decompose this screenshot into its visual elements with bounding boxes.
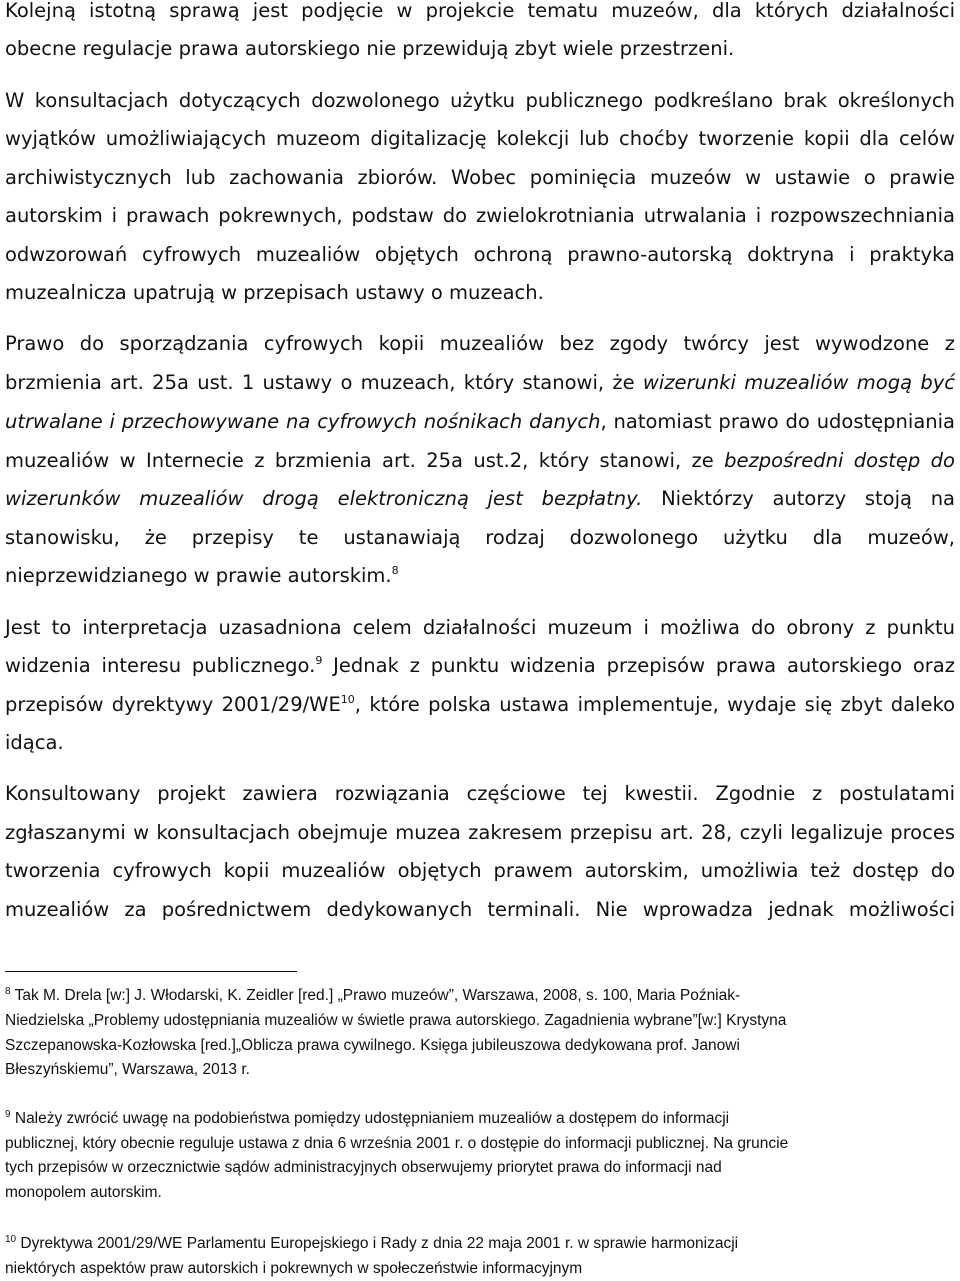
text-segment: Kolejną istotną sprawą jest podjęcie w projekcie tematu muzeów, dla których działalności bbox=[5, 0, 955, 22]
footnote-8-line-1 bbox=[5, 988, 955, 1004]
text-segment: Jest to interpretacja uzasadniona celem działalności muzeum i możliwa do obrony z punktu bbox=[5, 616, 955, 639]
text-segment: niektórych aspektów praw autorskich i pokrewnych w społeczeństwie informacyjnym bbox=[5, 1260, 583, 1277]
text-segment: stanowisku, że przepisy te ustanawiają rodzaj dozwolonego użytku dla muzeów, bbox=[5, 526, 955, 549]
text-segment: Konsultowany projekt zawiera rozwiązania częściowe tej kwestii. Zgodnie z postulatami bbox=[5, 782, 955, 805]
text-segment: Niedzielska „Problemy udostępniania muzealiów w świetle prawa autorskiego. Zagadnienia wybrane”[w:] Krystyna bbox=[5, 1012, 787, 1029]
footnote-9-line-2 bbox=[5, 1136, 955, 1152]
text-segment: przepisów dyrektywy 2001/29/WE bbox=[5, 693, 341, 716]
paragraph-4-line-3 bbox=[5, 695, 955, 715]
text-segment: Błeszyńskiemu”, Warszawa, 2013 r. bbox=[5, 1061, 250, 1078]
paragraph-3-line-2 bbox=[5, 373, 955, 393]
text-segment: muzealiów w Internecie z brzmienia art. 25a ust.2, który stanowi, ze bbox=[5, 449, 725, 472]
text-segment: widzenia interesu publicznego. bbox=[5, 654, 316, 677]
footnote-reference: 10 bbox=[5, 1234, 17, 1245]
text-segment: Niektórzy autorzy stoją na bbox=[642, 487, 956, 510]
paragraph-2-line-5 bbox=[5, 245, 955, 265]
text-segment: brzmienia art. 25a ust. 1 ustawy o muzeach, który stanowi, że bbox=[5, 371, 643, 394]
footnote-8-line-3 bbox=[5, 1038, 955, 1054]
text-segment: obecne regulacje prawa autorskiego nie przewidują zbyt wiele przestrzeni. bbox=[5, 37, 735, 60]
paragraph-3-line-3 bbox=[5, 412, 955, 432]
paragraph-4-line-2 bbox=[5, 656, 955, 676]
paragraph-5-line-1 bbox=[5, 784, 955, 804]
text-segment: wyjątków umożliwiających muzeom digitalizację kolekcji lub choćby tworzenie kopii dla celów bbox=[5, 127, 955, 150]
paragraph-4-line-4 bbox=[5, 733, 955, 753]
paragraph-2-line-3 bbox=[5, 168, 955, 188]
footnote-separator bbox=[5, 971, 297, 972]
footnote-9-line-4 bbox=[5, 1185, 955, 1201]
footnote-reference: 10 bbox=[340, 693, 355, 706]
paragraph-5-line-2 bbox=[5, 823, 955, 843]
text-segment: , natomiast prawo do udostępniania bbox=[600, 410, 955, 433]
paragraph-1-line-2 bbox=[5, 39, 955, 59]
italic-text: bezpośredni dostęp do bbox=[724, 449, 955, 472]
footnote-reference: 8 bbox=[391, 564, 399, 577]
paragraph-4-line-1 bbox=[5, 618, 955, 638]
footnote-8-line-2 bbox=[5, 1013, 955, 1029]
paragraph-3-line-5 bbox=[5, 489, 955, 509]
footnote-reference: 9 bbox=[5, 1109, 11, 1120]
paragraph-5-line-3 bbox=[5, 861, 955, 881]
text-segment: Prawo do sporządzania cyfrowych kopii muzealiów bez zgody twórcy jest wywodzone z bbox=[5, 332, 955, 355]
paragraph-3-line-7 bbox=[5, 566, 955, 586]
footnote-reference: 8 bbox=[5, 986, 11, 997]
footnote-reference: 9 bbox=[315, 654, 323, 667]
text-segment: , które polska ustawa implementuje, wydaje się zbyt daleko bbox=[354, 693, 955, 716]
text-segment: monopolem autorskim. bbox=[5, 1184, 162, 1201]
italic-text: wizerunki muzealiów mogą być bbox=[642, 371, 955, 394]
text-segment: zgłaszanymi w konsultacjach obejmuje muzea zakresem przepisu art. 28, czyli legalizuje proces bbox=[5, 821, 955, 844]
italic-text: utrwalane i przechowywane na cyfrowych nośnikach danych bbox=[5, 410, 601, 433]
text-segment: nieprzewidzianego w prawie autorskim. bbox=[5, 564, 392, 587]
text-segment: tworzenia cyfrowych kopii muzealiów objętych prawem autorskim, umożliwia też dostęp do bbox=[5, 859, 955, 882]
paragraph-2-line-2 bbox=[5, 129, 955, 149]
text-segment: Jednak z punktu widzenia przepisów prawa autorskiego oraz bbox=[322, 654, 955, 677]
paragraph-2-line-4 bbox=[5, 206, 955, 226]
footnote-10-line-1 bbox=[5, 1236, 955, 1252]
text-segment: archiwistycznych lub zachowania zbiorów. Wobec pominięcia muzeów w ustawie o prawie bbox=[5, 166, 955, 189]
paragraph-3-line-4 bbox=[5, 451, 955, 471]
text-segment: muzealiów za pośrednictwem dedykowanych terminali. Nie wprowadza jednak możliwości bbox=[5, 898, 955, 921]
text-segment: Dyrektywa 2001/29/WE Parlamentu Europejskiego i Rady z dnia 22 maja 2001 r. w sprawie harmonizacji bbox=[16, 1235, 739, 1252]
text-segment: Tak M. Drela [w:] J. Włodarski, K. Zeidler [red.] „Prawo muzeów”, Warszawa, 2008, s. 100, Maria Poźniak- bbox=[10, 987, 741, 1004]
paragraph-5-line-4 bbox=[5, 900, 955, 920]
text-segment: muzealnicza upatrują w przepisach ustawy o muzeach. bbox=[5, 281, 544, 304]
paragraph-1-line-1 bbox=[5, 1, 955, 21]
paragraph-2-line-1 bbox=[5, 91, 955, 111]
italic-text: wizerunków muzealiów drogą elektroniczną jest bezpłatny. bbox=[5, 487, 643, 510]
text-segment: idąca. bbox=[5, 731, 64, 754]
text-segment: publicznej, który obecnie reguluje ustawa z dnia 6 września 2001 r. o dostępie do informacji publicznej. Na gruncie bbox=[5, 1135, 789, 1152]
text-segment: autorskim i prawach pokrewnych, podstaw do zwielokrotniania utrwalania i rozpowszechniania bbox=[5, 204, 955, 227]
footnote-10-line-2 bbox=[5, 1261, 955, 1277]
paragraph-3-line-1 bbox=[5, 334, 955, 354]
text-segment: W konsultacjach dotyczących dozwolonego użytku publicznego podkreślano brak określonych bbox=[5, 89, 955, 112]
footnote-9-line-3 bbox=[5, 1160, 955, 1176]
text-segment: Szczepanowska-Kozłowska [red.]„Oblicza prawa cywilnego. Księga jubileuszowa dedykowana prof. Janowi bbox=[5, 1037, 740, 1054]
footnote-9-line-1 bbox=[5, 1111, 955, 1127]
text-segment: Należy zwrócić uwagę na podobieństwa pomiędzy udostępnianiem muzealiów a dostępem do informacji bbox=[10, 1110, 730, 1127]
text-segment: odwzorowań cyfrowych muzealiów objętych ochroną prawno-autorską doktryna i praktyka bbox=[5, 243, 955, 266]
paragraph-3-line-6 bbox=[5, 528, 955, 548]
text-segment: tych przepisów w orzecznictwie sądów administracyjnych obserwujemy priorytet prawa do informacji nad bbox=[5, 1159, 722, 1176]
footnote-8-line-4 bbox=[5, 1062, 955, 1078]
paragraph-2-line-6 bbox=[5, 283, 955, 303]
